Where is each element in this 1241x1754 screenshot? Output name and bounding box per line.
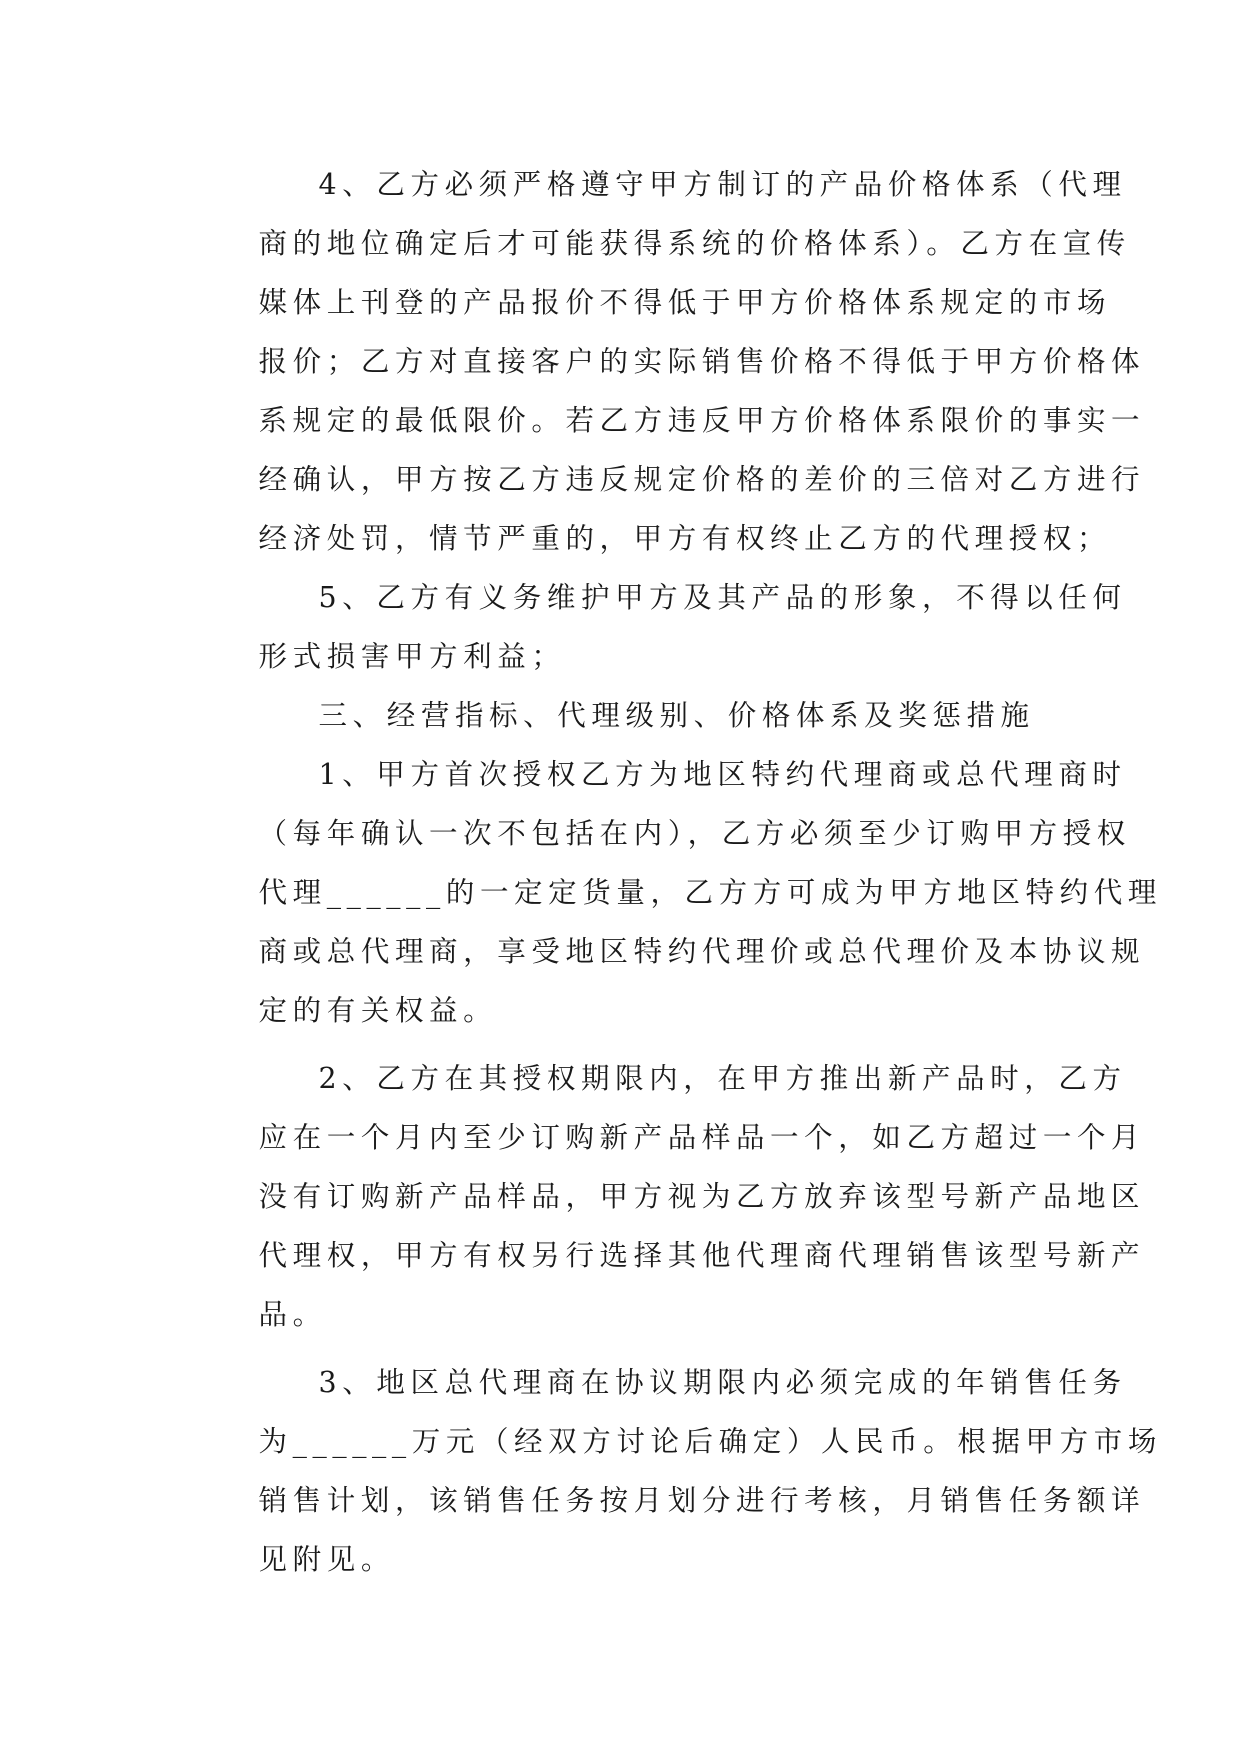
text-line: 定的有关权益。	[258, 994, 498, 1027]
text-line: 见附见。	[258, 1543, 395, 1576]
text-line: 4、乙方必须严格遵守甲方制订的产品价格体系（代理	[318, 168, 1127, 201]
text-line: 媒体上刊登的产品报价不得低于甲方价格体系规定的市场	[258, 286, 1112, 319]
text-line: 没有订购新产品样品，甲方视为乙方放弃该型号新产品地区	[258, 1180, 1146, 1213]
text-line: 应在一个月内至少订购新产品样品一个，如乙方超过一个月	[258, 1121, 1146, 1154]
clause-5-paragraph	[193, 568, 1127, 686]
section-3-clause-3-paragraph	[193, 1353, 1162, 1589]
text-line: （每年确认一次不包括在内），乙方必须至少订购甲方授权	[258, 817, 1131, 850]
text-line: 商或总代理商，享受地区特约代理价或总代理价及本协议规	[258, 935, 1146, 968]
text-line: 为______万元（经双方讨论后确定）人民币。根据甲方市场	[258, 1425, 1162, 1458]
text-line: 代理______的一定定货量，乙方方可成为甲方地区特约代理	[258, 876, 1162, 909]
text-line: 销售计划，该销售任务按月划分进行考核，月销售任务额详	[258, 1484, 1146, 1517]
text-line: 品。	[258, 1298, 327, 1331]
text-line: 商的地位确定后才可能获得系统的价格体系）。乙方在宣传	[258, 227, 1131, 260]
text-line: 2、乙方在其授权期限内，在甲方推出新产品时，乙方	[318, 1062, 1127, 1095]
section-3-heading	[193, 686, 1053, 745]
text-line: 代理权，甲方有权另行选择其他代理商代理销售该型号新产	[258, 1239, 1146, 1272]
text-line: 5、乙方有义务维护甲方及其产品的形象，不得以任何	[318, 581, 1127, 614]
text-line: 系规定的最低限价。若乙方违反甲方价格体系限价的事实一	[258, 404, 1146, 437]
text-line: 形式损害甲方利益；	[258, 640, 566, 673]
section-3-clause-1-paragraph	[193, 745, 1162, 1040]
text-line: 经济处罚，情节严重的，甲方有权终止乙方的代理授权；	[258, 522, 1112, 555]
document-body	[193, 155, 1162, 1589]
text-line: 1、甲方首次授权乙方为地区特约代理商或总代理商时	[318, 758, 1127, 791]
section-title: 三、经营指标、代理级别、价格体系及奖惩措施	[318, 699, 1035, 732]
text-line: 报价；乙方对直接客户的实际销售价格不得低于甲方价格体	[258, 345, 1146, 378]
text-line: 经确认，甲方按乙方违反规定价格的差价的三倍对乙方进行	[258, 463, 1146, 496]
clause-4-paragraph	[193, 155, 1146, 568]
section-3-clause-2-paragraph	[193, 1049, 1146, 1344]
text-line: 3、地区总代理商在协议期限内必须完成的年销售任务	[318, 1366, 1127, 1399]
